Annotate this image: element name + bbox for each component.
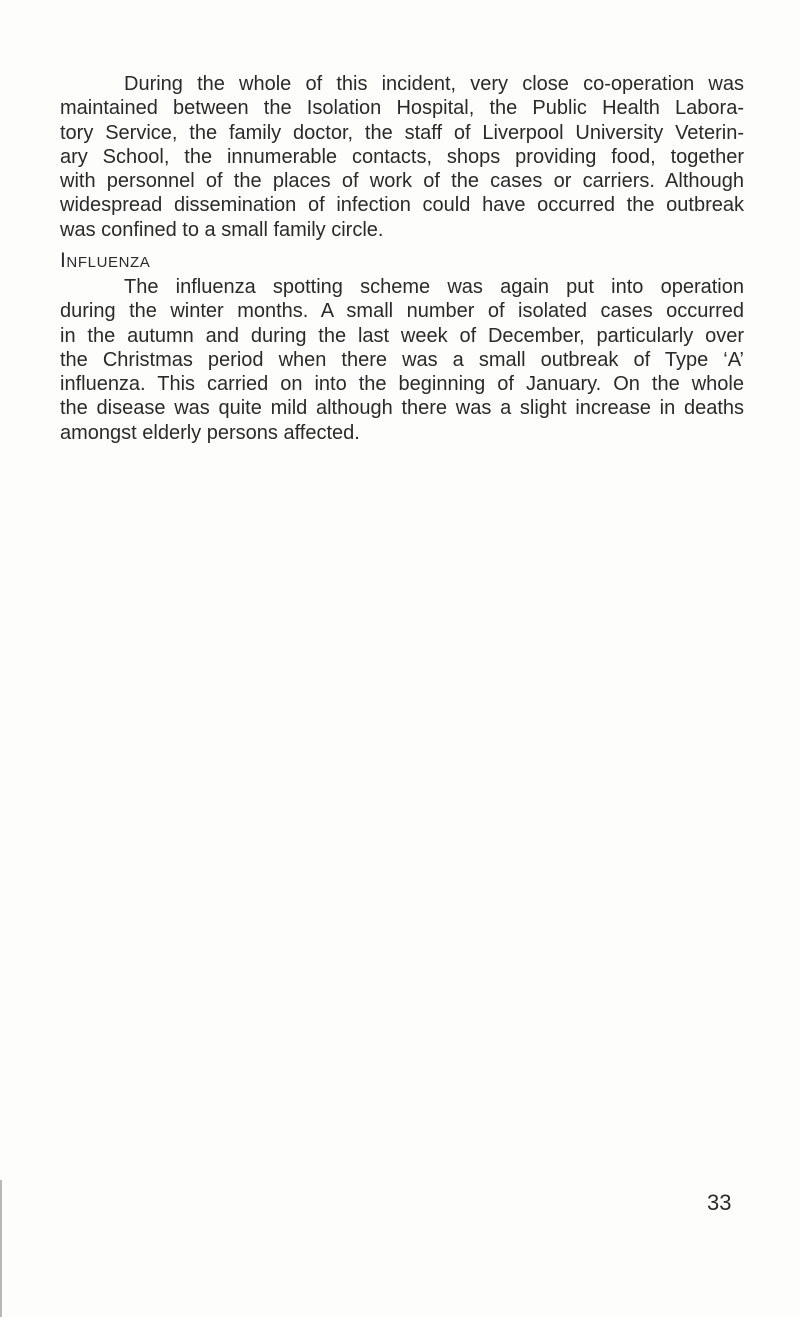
paragraph-line: the disease was quite mild although there was a slight increase in deaths — [60, 397, 744, 420]
paragraph-line: tory Service, the family doctor, the staff of Liverpool University Veterin- — [60, 121, 744, 144]
paragraph-line: the Christmas period when there was a small outbreak of Type ‘A’ — [60, 348, 744, 371]
paragraph-line: amongst elderly persons affected. — [60, 421, 360, 444]
paragraph-cooperation — [60, 72, 744, 242]
paragraph-line: influenza. This carried on into the beginning of January. On the whole — [60, 373, 744, 396]
section-heading-influenza: Influenza — [60, 249, 151, 272]
paragraph-line: in the autumn and during the last week of December, particularly over — [60, 324, 744, 347]
paragraph-line: ary School, the innumerable contacts, shops providing food, together — [60, 145, 744, 168]
page-number: 33 — [707, 1190, 732, 1215]
paragraph-line: maintained between the Isolation Hospital, the Public Health Labora- — [60, 97, 744, 120]
paragraph-influenza — [60, 275, 744, 445]
paragraph-line: with personnel of the places of work of the cases or carriers. Although — [60, 170, 744, 193]
paragraph-line: widespread dissemination of infection could have occurred the outbreak — [60, 194, 744, 217]
paragraph-line: The influenza spotting scheme was again put into operation — [124, 276, 744, 298]
paragraph-line: During the whole of this incident, very close co-operation was — [124, 73, 744, 95]
paragraph-line: during the winter months. A small number of isolated cases occurred — [60, 300, 744, 323]
paragraph-line: was confined to a small family circle. — [60, 218, 384, 241]
scan-edge-line — [0, 1180, 2, 1317]
